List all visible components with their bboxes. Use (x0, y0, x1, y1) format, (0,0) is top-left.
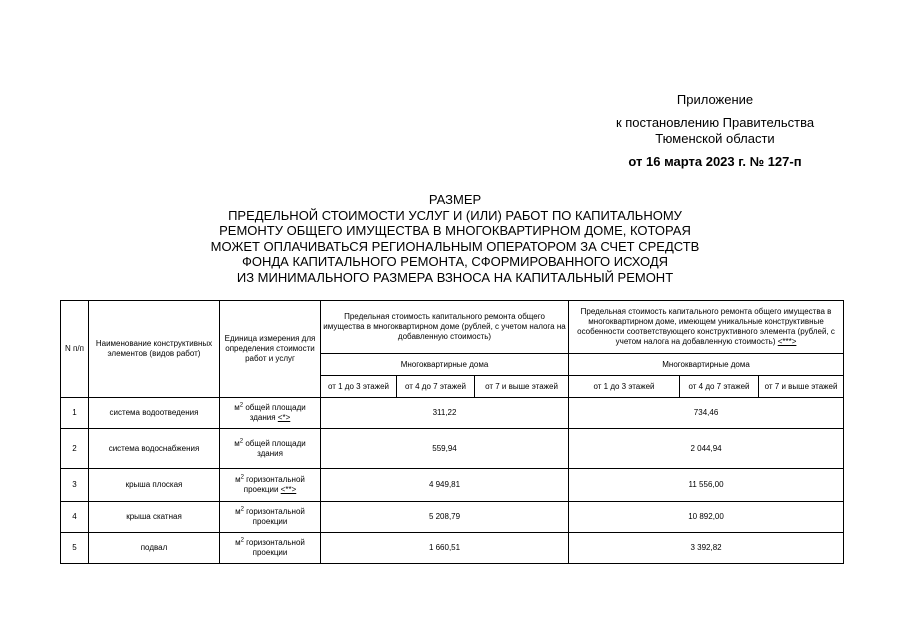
heading-line: РЕМОНТУ ОБЩЕГО ИМУЩЕСТВА В МНОГОКВАРТИРНОМ ДОМЕ, КОТОРАЯ (219, 223, 691, 238)
row-name: крыша плоская (89, 469, 220, 502)
row-name: подвал (89, 533, 220, 564)
row-price-unique: 734,46 (569, 398, 844, 429)
row-price-standard: 311,22 (321, 398, 569, 429)
row-price-standard: 1 660,51 (321, 533, 569, 564)
row-price-unique: 2 044,94 (569, 429, 844, 469)
row-unit: $м^2$ горизонтальной проекции (220, 533, 321, 564)
row-num: 1 (61, 398, 89, 429)
header-floors-7plus: от 7 и выше этажей (759, 376, 844, 398)
header-row-1 (61, 301, 844, 354)
table-row (61, 469, 844, 502)
header-floors-1-3: от 1 до 3 этажей (569, 376, 680, 398)
header-unit: Единица измерения для определения стоимости работ и услуг (220, 301, 321, 398)
row-name: система водоотведения (89, 398, 220, 429)
row-unit: $м^2$ горизонтальной проекции (220, 502, 321, 533)
appendix-line-2: Тюменской области (655, 131, 775, 146)
header-floors-7plus: от 7 и выше этажей (475, 376, 569, 398)
row-name: система водоснабжения (89, 429, 220, 469)
header-floors-4-7: от 4 до 7 этажей (680, 376, 759, 398)
header-subgroup-1: Многоквартирные дома (321, 354, 569, 376)
footnote-ref-link[interactable]: <**> (280, 485, 297, 494)
header-floors-1-3: от 1 до 3 этажей (321, 376, 397, 398)
footnote-ref-link[interactable]: <***> (777, 337, 797, 346)
heading-line: ИЗ МИНИМАЛЬНОГО РАЗМЕРА ВЗНОСА НА КАПИТАЛЬНЫЙ РЕМОНТ (236, 269, 674, 285)
header-group-unique (569, 301, 844, 354)
heading-line: ФОНДА КАПИТАЛЬНОГО РЕМОНТА, СФОРМИРОВАННОГО ИСХОДЯ (241, 254, 669, 269)
document-heading (140, 192, 770, 285)
header-group-standard: Предельная стоимость капитального ремонта общего имущества в многоквартирном доме (рублей, с учетом налога на добавленную стоимость) (321, 301, 569, 354)
row-num: 4 (61, 502, 89, 533)
footnote-ref-link[interactable]: <*> (277, 413, 291, 422)
table-row (61, 533, 844, 564)
heading-line: ПРЕДЕЛЬНОЙ СТОИМОСТИ УСЛУГ И (ИЛИ) РАБОТ ПО КАПИТАЛЬНОМУ (228, 207, 682, 223)
row-price-standard: 5 208,79 (321, 502, 569, 533)
row-name: крыша скатная (89, 502, 220, 533)
row-unit: $м^2$ горизонтальной проекции <**> (220, 469, 321, 502)
heading-line: МОЖЕТ ОПЛАЧИВАТЬСЯ РЕГИОНАЛЬНЫМ ОПЕРАТОРОМ ЗА СЧЕТ СРЕДСТВ (210, 238, 700, 254)
row-price-unique: 3 392,82 (569, 533, 844, 564)
row-num: 5 (61, 533, 89, 564)
row-num: 2 (61, 429, 89, 469)
appendix-line-1: к постановлению Правительства (615, 115, 815, 130)
header-subgroup-2: Многоквартирные дома (569, 354, 844, 376)
header-num: N п/п (61, 301, 89, 398)
row-price-standard: 4 949,81 (321, 469, 569, 502)
row-price-unique: 10 892,00 (569, 502, 844, 533)
header-floors-4-7: от 4 до 7 этажей (397, 376, 475, 398)
header-name: Наименование конструктивных элементов (видов работ) (89, 301, 220, 398)
row-unit: $м^2$ общей площади здания <*> (220, 398, 321, 429)
row-price-unique: 11 556,00 (569, 469, 844, 502)
appendix-block (580, 92, 850, 170)
price-table (60, 300, 844, 564)
table-row (61, 429, 844, 469)
heading-line: РАЗМЕР (428, 192, 482, 207)
table-row (61, 398, 844, 429)
row-price-standard: 559,94 (321, 429, 569, 469)
header-group-unique-text: Предельная стоимость капитального ремонта общего имущества в многоквартирном доме, имеющем уникальные конструктивные особенности соответствующего конструктивного элемента (рублей, с учетом налога на добавленную стоимость) (577, 307, 835, 346)
appendix-title: Приложение (676, 92, 754, 107)
row-num: 3 (61, 469, 89, 502)
appendix-date: от 16 марта 2023 г. № 127-п (628, 154, 802, 169)
table-row (61, 502, 844, 533)
row-unit: $м^2$ общей площади здания (220, 429, 321, 469)
